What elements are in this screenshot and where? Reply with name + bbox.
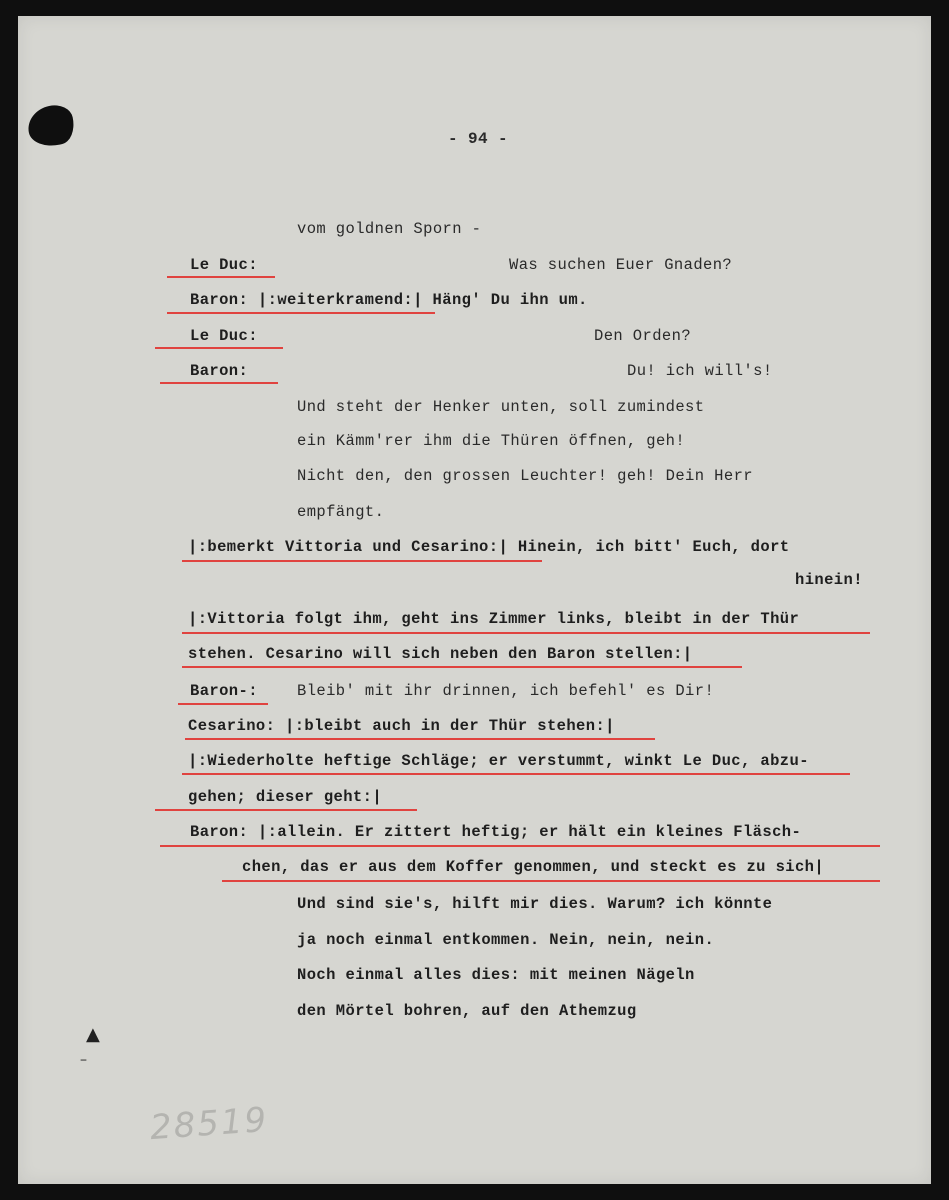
red-underline bbox=[182, 666, 742, 668]
red-underline bbox=[182, 560, 542, 562]
speaker-label: Le Duc: bbox=[190, 256, 258, 274]
text-line: empfängt. bbox=[297, 503, 385, 521]
text-line: Du! ich will's! bbox=[627, 362, 773, 380]
pencil-archive-number: 28519 bbox=[148, 1099, 270, 1149]
stage-direction: |:Vittoria folgt ihm, geht ins Zimmer links, bleibt in der Thür bbox=[188, 610, 800, 628]
red-underline bbox=[182, 773, 850, 775]
stage-direction: Baron: |:allein. Er zittert heftig; er hält ein kleines Fläsch- bbox=[190, 823, 802, 841]
text-line: vom goldnen Sporn - bbox=[297, 220, 482, 238]
red-underline bbox=[167, 276, 275, 278]
speaker-label: Le Duc: bbox=[190, 327, 258, 345]
red-underline bbox=[185, 738, 655, 740]
text-line: Cesarino: |:bleibt auch in der Thür stehen:| bbox=[188, 717, 615, 735]
text-line: ja noch einmal entkommen. Nein, nein, nein. bbox=[297, 931, 715, 949]
red-underline bbox=[160, 845, 880, 847]
text-line: ein Kämm'rer ihm die Thüren öffnen, geh! bbox=[297, 432, 686, 450]
stage-direction: chen, das er aus dem Koffer genommen, und steckt es zu sich| bbox=[242, 858, 825, 876]
text-line: Den Orden? bbox=[594, 327, 692, 345]
text-line: Baron: |:weiterkramend:| Häng' Du ihn um. bbox=[190, 291, 588, 309]
text-line: Was suchen Euer Gnaden? bbox=[509, 256, 733, 274]
text-line: hinein! bbox=[795, 571, 863, 589]
red-underline bbox=[160, 382, 278, 384]
page-number: - 94 - bbox=[448, 130, 509, 148]
red-underline bbox=[182, 632, 870, 634]
stage-direction: stehen. Cesarino will sich neben den Baron stellen:| bbox=[188, 645, 693, 663]
text-line: den Mörtel bohren, auf den Athemzug bbox=[297, 1002, 637, 1020]
stage-direction: gehen; dieser geht:| bbox=[188, 788, 383, 806]
red-underline bbox=[155, 809, 417, 811]
text-line: Bleib' mit ihr drinnen, ich befehl' es Dir! bbox=[297, 682, 715, 700]
red-underline bbox=[155, 347, 283, 349]
text-line: Und steht der Henker unten, soll zumindest bbox=[297, 398, 705, 416]
text-line: Noch einmal alles dies: mit meinen Nägeln bbox=[297, 966, 695, 984]
stage-direction: |:Wiederholte heftige Schläge; er verstummt, winkt Le Duc, abzu- bbox=[188, 752, 809, 770]
text-line: Nicht den, den grossen Leuchter! geh! Dein Herr bbox=[297, 467, 753, 485]
speaker-label: Baron: bbox=[190, 362, 249, 380]
text-line: Und sind sie's, hilft mir dies. Warum? ich könnte bbox=[297, 895, 773, 913]
margin-mark: – bbox=[80, 1052, 87, 1068]
margin-mark: ▲ bbox=[86, 1024, 100, 1045]
speaker-label: Baron-: bbox=[190, 682, 258, 700]
red-underline bbox=[167, 312, 435, 314]
stage-direction: |:bemerkt Vittoria und Cesarino:| Hinein, ich bitt' Euch, dort bbox=[188, 538, 790, 556]
red-underline bbox=[178, 703, 268, 705]
red-underline bbox=[222, 880, 880, 882]
